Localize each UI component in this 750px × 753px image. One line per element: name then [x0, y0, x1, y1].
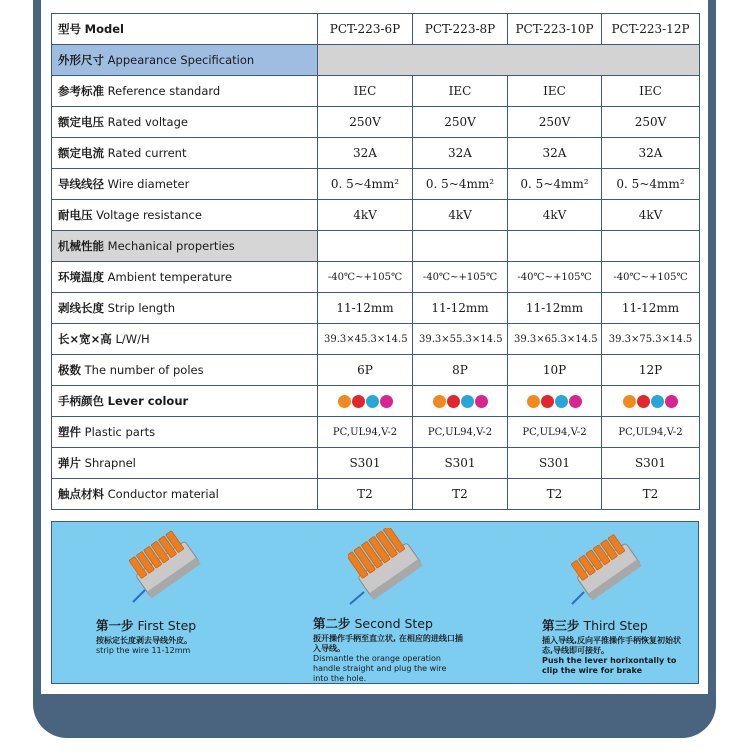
step-3-desc-en: Push the lever horixontally to clip the wire for brake	[542, 656, 677, 675]
connector-image-step-1	[127, 528, 207, 606]
value-cell: 10P	[508, 355, 602, 386]
value-cell: -40℃~+105℃	[318, 262, 413, 293]
lever-colour-dot	[338, 395, 351, 408]
step-1-title-zh: 第一步	[96, 618, 134, 633]
lever-colour-dot	[475, 395, 488, 408]
lever-colour-dot	[527, 395, 540, 408]
lever-colour-cell	[413, 386, 508, 417]
lever-colour-swatches	[338, 395, 393, 408]
value-cell	[413, 231, 508, 262]
row-label-cell	[52, 355, 318, 386]
row-label-zh: 导线线径	[58, 177, 104, 191]
value-cell: T2	[318, 479, 413, 510]
value-cell: PC,UL94,V-2	[508, 417, 602, 448]
row-label-cell	[52, 324, 318, 355]
value-cell: 250V	[413, 107, 508, 138]
table-row	[52, 386, 700, 417]
row-label-cell	[52, 231, 318, 262]
value-cell: T2	[602, 479, 700, 510]
row-label-cell	[52, 479, 318, 510]
row-label-zh: 触点材料	[58, 487, 104, 501]
table-row	[52, 200, 700, 231]
value-cell: -40℃~+105℃	[508, 262, 602, 293]
row-label-en: Lever colour	[107, 394, 189, 408]
lever-colour-dot	[380, 395, 393, 408]
step-3-title-zh: 第三步	[542, 618, 580, 633]
model-1-header: PCT-223-6P	[318, 14, 413, 45]
row-label-cell	[52, 448, 318, 479]
value-cell	[318, 231, 413, 262]
row-label-zh: 机械性能	[58, 239, 104, 253]
row-label-en: Strip length	[107, 301, 175, 315]
value-cell: 6P	[318, 355, 413, 386]
step-3-desc-zh: 插入导线,反向平推操作手柄恢复初始状态,导线即可接好。	[542, 636, 682, 655]
value-cell: 250V	[602, 107, 700, 138]
lever-colour-dot	[569, 395, 582, 408]
connector-image-step-2	[348, 528, 428, 606]
row-label-cell	[52, 169, 318, 200]
row-label-en: Shrapnel	[84, 456, 136, 470]
header-label-en: Model	[84, 22, 124, 36]
table-row	[52, 231, 700, 262]
lever-colour-dot	[651, 395, 664, 408]
row-label-en: Appearance Specification	[107, 53, 255, 67]
step-1-title	[96, 616, 246, 634]
row-label-cell	[52, 107, 318, 138]
value-cell: 4kV	[318, 200, 413, 231]
table-row	[52, 169, 700, 200]
lever-colour-swatches	[623, 395, 678, 408]
value-cell: 0. 5~4mm²	[413, 169, 508, 200]
row-label-zh: 塑件	[58, 425, 81, 439]
value-cell: -40℃~+105℃	[413, 262, 508, 293]
step-3	[542, 616, 692, 676]
row-label-en: Plastic parts	[84, 425, 156, 439]
row-label-zh: 耐电压	[58, 208, 93, 222]
lever-colour-dot	[623, 395, 636, 408]
value-cell: IEC	[508, 76, 602, 107]
value-cell: 11-12mm	[508, 293, 602, 324]
lever-colour-dot	[461, 395, 474, 408]
row-label-en: Ambient temperature	[107, 270, 233, 284]
table-row	[52, 45, 700, 76]
row-label-cell	[52, 45, 318, 76]
step-1-desc-zh: 按标定长度剥去导线外皮。	[96, 636, 192, 645]
row-label-cell	[52, 293, 318, 324]
row-label-en: Rated voltage	[107, 115, 188, 129]
step-1-desc-en: strip the wire 11-12mm	[96, 646, 191, 655]
table-row	[52, 262, 700, 293]
lever-colour-dot	[637, 395, 650, 408]
lever-colour-cell	[602, 386, 700, 417]
value-cell: 39.3×75.3×14.5	[602, 324, 700, 355]
connector-image-step-3	[568, 530, 648, 608]
row-label-cell	[52, 138, 318, 169]
lever-colour-dot	[433, 395, 446, 408]
row-label-cell	[52, 200, 318, 231]
step-2-desc	[313, 634, 463, 684]
value-cell: 8P	[413, 355, 508, 386]
row-label-en: Mechanical properties	[107, 239, 235, 253]
lever-colour-dot	[447, 395, 460, 408]
table-row	[52, 479, 700, 510]
lever-colour-cell	[318, 386, 413, 417]
value-cell: PC,UL94,V-2	[602, 417, 700, 448]
value-cell: 32A	[602, 138, 700, 169]
table-row	[52, 355, 700, 386]
value-cell: 11-12mm	[602, 293, 700, 324]
value-cell: 11-12mm	[318, 293, 413, 324]
value-cell: 32A	[508, 138, 602, 169]
value-cell: 4kV	[413, 200, 508, 231]
value-cell: 11-12mm	[413, 293, 508, 324]
row-label-zh: 手柄颜色	[58, 394, 104, 408]
lever-colour-dot	[366, 395, 379, 408]
lever-colour-dot	[352, 395, 365, 408]
row-label-zh: 长×宽×高	[58, 332, 112, 346]
lever-colour-swatches	[433, 395, 488, 408]
row-label-cell	[52, 417, 318, 448]
value-cell: S301	[508, 448, 602, 479]
row-label-en: Voltage resistance	[96, 208, 202, 222]
step-3-title	[542, 616, 692, 634]
row-label-zh: 极数	[58, 363, 81, 377]
value-cell: IEC	[602, 76, 700, 107]
value-cell	[602, 231, 700, 262]
value-cell: PC,UL94,V-2	[413, 417, 508, 448]
row-label-zh: 弹片	[58, 456, 81, 470]
lever-colour-swatches	[527, 395, 582, 408]
lever-colour-dot	[541, 395, 554, 408]
row-label-en: The number of poles	[84, 363, 204, 377]
row-label-en: L/W/H	[115, 332, 150, 346]
band-fill-cell	[318, 45, 700, 76]
row-label-zh: 剥线长度	[58, 301, 104, 315]
value-cell: S301	[602, 448, 700, 479]
row-label-zh: 额定电压	[58, 115, 104, 129]
row-label-cell	[52, 262, 318, 293]
step-2	[313, 614, 463, 684]
step-1-title-en: First Step	[137, 618, 197, 633]
step-1-desc	[96, 636, 246, 656]
value-cell: 250V	[318, 107, 413, 138]
value-cell: 12P	[602, 355, 700, 386]
step-2-desc-zh: 扳开操作手柄至直立状, 在相应的进线口插入导线。	[313, 634, 463, 653]
value-cell: 39.3×65.3×14.5	[508, 324, 602, 355]
value-cell: 4kV	[602, 200, 700, 231]
row-label-zh: 额定电流	[58, 146, 104, 160]
table-row	[52, 76, 700, 107]
value-cell: 0. 5~4mm²	[602, 169, 700, 200]
row-label-cell	[52, 76, 318, 107]
table-row	[52, 293, 700, 324]
table-row	[52, 417, 700, 448]
row-label-zh: 参考标准	[58, 84, 104, 98]
model-4-header: PCT-223-12P	[602, 14, 700, 45]
step-2-title-zh: 第二步	[313, 616, 351, 631]
model-2-header: PCT-223-8P	[413, 14, 508, 45]
installation-steps-panel	[51, 521, 699, 684]
step-2-title	[313, 614, 463, 632]
value-cell: IEC	[413, 76, 508, 107]
value-cell: 32A	[318, 138, 413, 169]
step-2-title-en: Second Step	[354, 616, 433, 631]
value-cell: 4kV	[508, 200, 602, 231]
step-2-desc-en: Dismantle the orange operation handle straight and plug the wire into the hole.	[313, 654, 447, 683]
lever-colour-cell	[508, 386, 602, 417]
step-3-title-en: Third Step	[583, 618, 648, 633]
header-label-zh: 型号	[58, 22, 81, 36]
row-label-en: Conductor material	[107, 487, 219, 501]
row-label-cell	[52, 386, 318, 417]
table-row	[52, 107, 700, 138]
table-row	[52, 324, 700, 355]
spec-table	[51, 13, 700, 510]
value-cell: 39.3×45.3×14.5	[318, 324, 413, 355]
table-row	[52, 448, 700, 479]
step-3-desc	[542, 636, 692, 676]
header-label-cell	[52, 14, 318, 45]
value-cell: S301	[318, 448, 413, 479]
row-label-zh: 外形尺寸	[58, 53, 104, 67]
lever-colour-dot	[555, 395, 568, 408]
value-cell: 32A	[413, 138, 508, 169]
value-cell: 0. 5~4mm²	[508, 169, 602, 200]
value-cell: S301	[413, 448, 508, 479]
row-label-en: Rated current	[107, 146, 187, 160]
model-3-header: PCT-223-10P	[508, 14, 602, 45]
value-cell: T2	[508, 479, 602, 510]
value-cell	[508, 231, 602, 262]
row-label-zh: 环境温度	[58, 270, 104, 284]
value-cell: 39.3×55.3×14.5	[413, 324, 508, 355]
row-label-en: Reference standard	[107, 84, 221, 98]
value-cell: 250V	[508, 107, 602, 138]
step-1	[96, 616, 246, 656]
value-cell: PC,UL94,V-2	[318, 417, 413, 448]
row-label-en: Wire diameter	[107, 177, 190, 191]
value-cell: 0. 5~4mm²	[318, 169, 413, 200]
value-cell: IEC	[318, 76, 413, 107]
table-row	[52, 138, 700, 169]
value-cell: T2	[413, 479, 508, 510]
lever-colour-dot	[665, 395, 678, 408]
value-cell: -40℃~+105℃	[602, 262, 700, 293]
table-header-row	[52, 14, 700, 45]
